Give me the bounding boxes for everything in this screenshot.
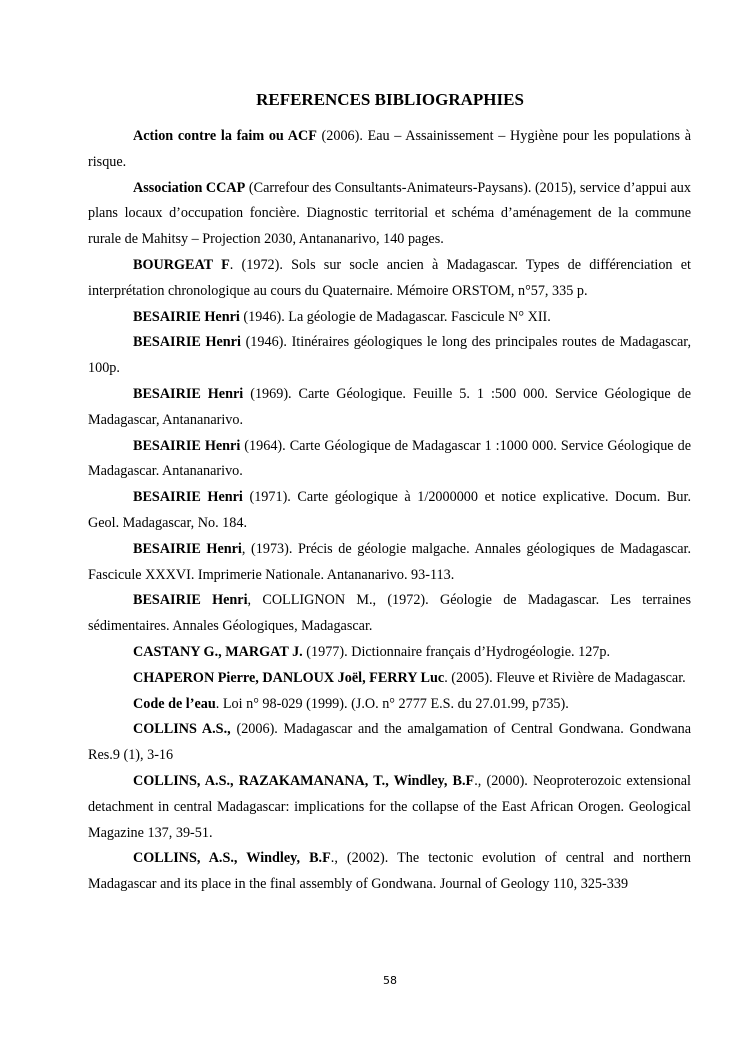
reference-author: Code de l’eau [133,695,216,712]
reference-entry [88,176,691,253]
reference-details: . (1972). Sols sur socle ancien à Madagascar. Types de différenciation et interprétation chronologique au cours du Quaternaire. Mémoire ORSTOM, n°57, 335 p. [88,256,691,299]
reference-list [88,124,691,898]
reference-details: (1977). Dictionnaire français d’Hydrogéologie. 127p. [302,643,611,660]
reference-entry [88,124,691,176]
reference-details: (2006). Madagascar and the amalgamation of Central Gondwana. Gondwana Res.9 (1), 3-16 [88,721,692,764]
reference-author: CASTANY G., MARGAT J. [133,643,303,660]
reference-entry [88,640,691,666]
reference-entry [88,769,691,846]
reference-details: (1946). Itinéraires géologiques le long des principales routes de Madagascar, 100p. [88,334,691,377]
reference-details: (1946). La géologie de Madagascar. Fascicule N° XII. [239,308,551,325]
reference-author: BESAIRIE Henri [133,308,240,325]
reference-details: ., (2002). The tectonic evolution of central and northern Madagascar and its place in the final assembly of Gondwana. Journal of Geology 110, 325-339 [88,850,691,893]
reference-entry [88,846,691,898]
reference-details: (1969). Carte Géologique. Feuille 5. 1 :500 000. Service Géologique de Madagascar, Antananarivo. [88,385,691,428]
reference-author: BOURGEAT F [133,256,230,273]
reference-details: ., (2000). Neoproterozoic extensional detachment in central Madagascar: implications for the collapse of the East African Orogen. Geological Magazine 137, 39-51. [88,772,691,841]
page-title: REFERENCES BIBLIOGRAPHIES [256,90,524,109]
reference-details: (2006). Eau – Assainissement – Hygiène pour les populations à risque. [88,128,691,170]
reference-entry [88,434,691,486]
page-number: 58 [383,974,397,987]
reference-author: COLLINS A.S., [133,721,231,738]
reference-entry [88,330,691,382]
reference-entry [88,485,691,537]
reference-details: . Loi n° 98-029 (1999). (J.O. n° 2777 E.S. du 27.01.99, p735). [215,695,569,712]
reference-entry [88,692,691,718]
reference-details: (1971). Carte géologique à 1/2000000 et notice explicative. Docum. Bur. Geol. Madagascar, No. 184. [88,489,691,531]
reference-entry [88,666,691,692]
reference-author: COLLINS, A.S., Windley, B.F [133,850,331,867]
reference-entry [88,717,691,769]
reference-author: BESAIRIE Henri [133,489,243,506]
reference-author: Action contre la faim ou ACF [133,128,317,144]
reference-details: (Carrefour des Consultants-Animateurs-Paysans). (2015), service d’appui aux plans locaux d’occupation foncière. Diagnostic territorial et schéma d’aménagement de la commune rurale de Mahitsy – Projection 2030, Antananarivo, 140 pages. [88,179,691,248]
reference-entry [88,588,691,640]
reference-entry [88,382,691,434]
reference-author: CHAPERON Pierre, DANLOUX Joël, FERRY Luc [133,669,445,686]
reference-author: COLLINS, A.S., RAZAKAMANANA, T., Windley, B.F [133,772,475,789]
reference-details: . (2005). Fleuve et Rivière de Madagascar. [444,669,686,686]
reference-details: , (1973). Précis de géologie malgache. Annales géologiques de Madagascar. Fascicule XXXVI. Imprimerie Nationale. Antananarivo. 93-113. [88,540,691,583]
reference-entry [88,253,691,305]
reference-details: , COLLIGNON M., (1972). Géologie de Madagascar. Les terraines sédimentaires. Annales Géologiques, Madagascar. [88,592,691,635]
reference-author: BESAIRIE Henri [133,334,241,351]
reference-entry [88,305,691,331]
reference-author: BESAIRIE Henri [133,592,248,609]
reference-author: BESAIRIE Henri [133,437,241,454]
reference-entry [88,537,691,589]
reference-details: (1964). Carte Géologique de Madagascar 1 :1000 000. Service Géologique de Madagascar. Antananarivo. [88,437,692,480]
reference-author: Association CCAP [133,179,246,196]
reference-author: BESAIRIE Henri [133,540,242,557]
reference-author: BESAIRIE Henri [133,385,244,402]
